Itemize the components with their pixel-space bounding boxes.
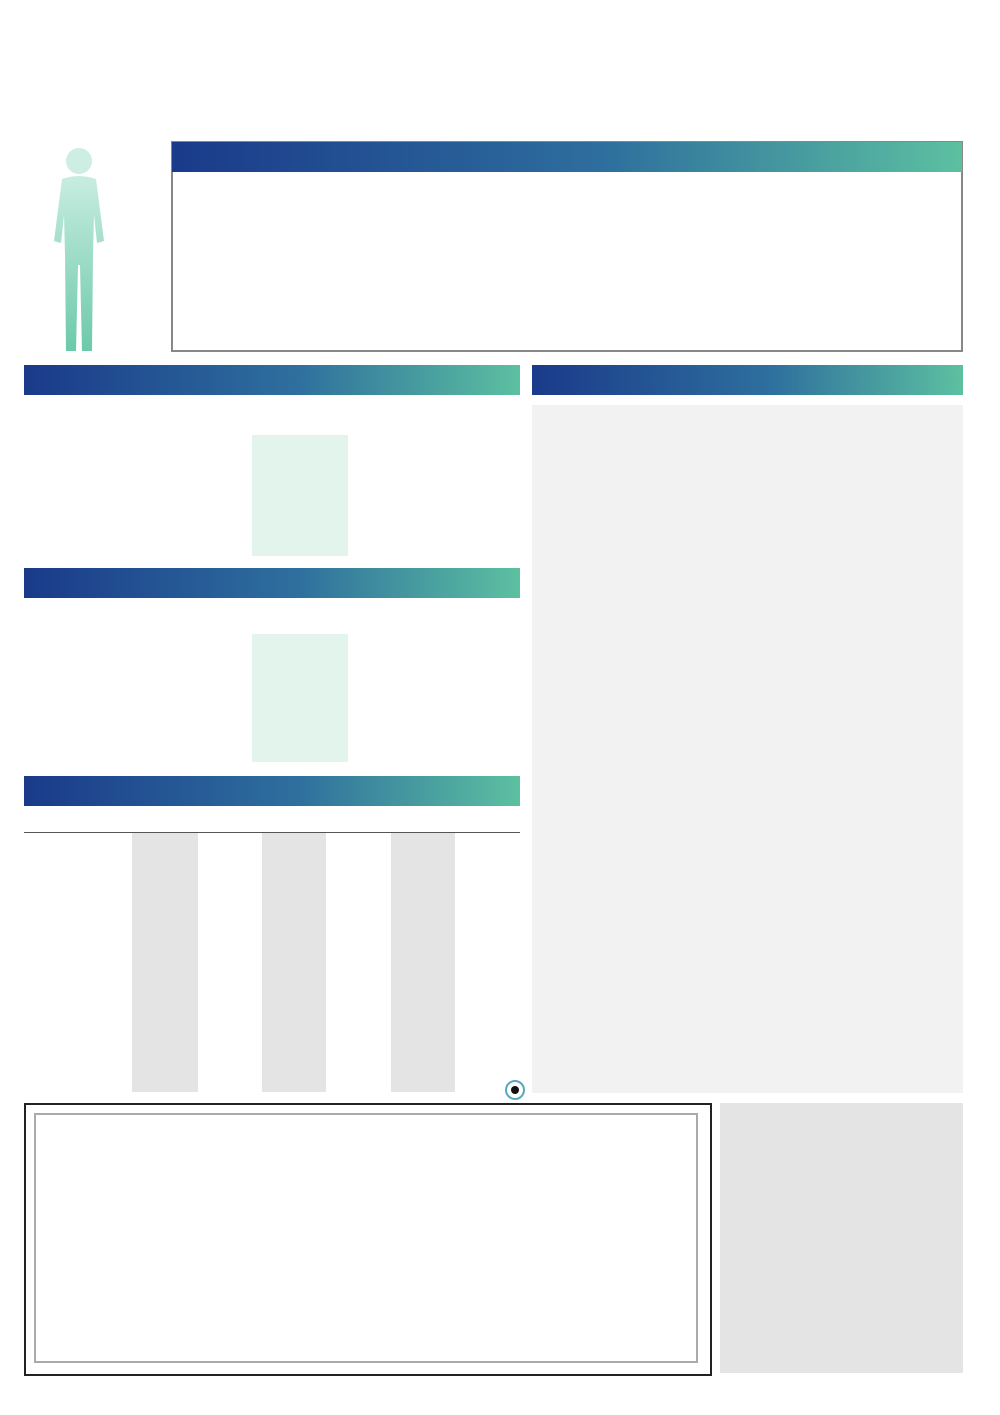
charder-logo	[40, 30, 360, 85]
growth-chart-title	[532, 365, 963, 395]
composition-panel	[171, 141, 963, 352]
history-col-1	[132, 832, 198, 1092]
composition-title	[172, 142, 962, 172]
scroll-marker-icon[interactable]	[505, 1080, 525, 1100]
evaluation-inner	[34, 1113, 698, 1363]
history-title	[24, 776, 520, 806]
growth-chart	[532, 405, 963, 1093]
body-figure-icon	[48, 145, 110, 355]
history-col-5	[391, 832, 455, 1092]
obesity-normal-zone	[252, 634, 348, 762]
params-panel	[720, 1103, 963, 1373]
muscle-normal-zone	[252, 435, 348, 556]
muscle-title	[24, 365, 520, 395]
obesity-title	[24, 568, 520, 598]
divider	[24, 832, 520, 833]
history-col-3	[262, 832, 326, 1092]
